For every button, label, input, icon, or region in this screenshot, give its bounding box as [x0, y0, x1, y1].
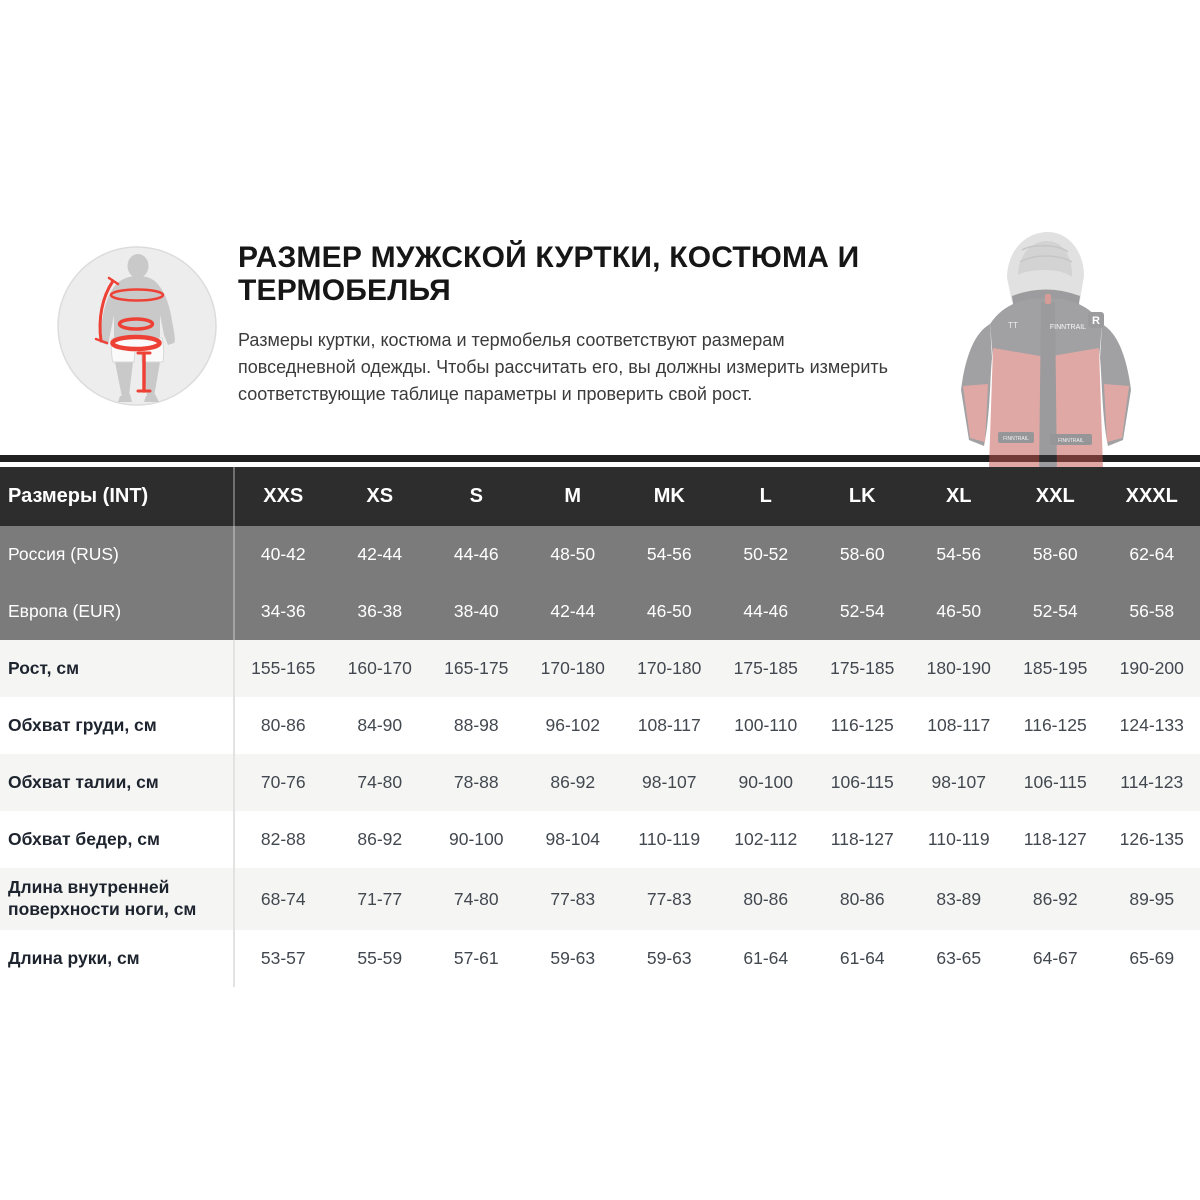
table-cell: 170-180	[540, 658, 605, 678]
table-corner-label: Размеры (INT)	[0, 467, 235, 526]
table-row	[0, 811, 1200, 868]
column-header: M	[564, 485, 582, 507]
row-label: Обхват груди, см	[0, 697, 235, 754]
table-cell: 77-83	[646, 888, 692, 909]
row-label: Россия (RUS)	[0, 526, 235, 583]
table-cell: 86-92	[1032, 888, 1078, 909]
jacket-logo-letter: R	[1092, 315, 1100, 327]
row-label: Европа (EUR)	[0, 583, 235, 640]
measure-rows-group	[0, 640, 1200, 987]
column-header: S	[469, 485, 483, 507]
table-cell: 68-74	[260, 888, 306, 909]
table-cell: 90-100	[738, 772, 793, 792]
table-cell: 124-133	[1119, 715, 1184, 735]
table-cell: 84-90	[357, 715, 403, 735]
table-cell: 165-175	[444, 658, 509, 678]
table-cell: 50-52	[743, 544, 789, 564]
column-header: LK	[848, 485, 876, 507]
jacket-tt-mark: TT	[1008, 321, 1018, 330]
table-cell: 175-185	[830, 658, 895, 678]
column-header: XS	[366, 485, 394, 507]
table-cell: 98-107	[642, 772, 697, 792]
table-cell: 34-36	[260, 601, 306, 621]
table-row	[0, 754, 1200, 811]
table-cell: 106-115	[1023, 772, 1087, 792]
row-label: Длина внутренней поверхности ноги, см	[0, 868, 235, 930]
table-cell: 102-112	[734, 829, 798, 849]
table-cell: 155-165	[251, 658, 316, 678]
table-cell: 80-86	[743, 888, 789, 909]
jacket-photo	[950, 228, 1142, 480]
table-cell: 89-95	[1129, 888, 1175, 909]
jacket-strap-text: FINNTRAIL	[1003, 436, 1029, 442]
table-cell: 40-42	[260, 544, 306, 564]
table-cell: 108-117	[927, 715, 991, 735]
region-rows-group	[0, 526, 1200, 640]
row-label: Рост, см	[0, 640, 235, 697]
table-cell: 48-50	[550, 544, 596, 564]
table-cell: 98-107	[931, 772, 986, 792]
table-cell: 116-125	[1023, 715, 1087, 735]
table-cell: 116-125	[830, 715, 894, 735]
table-row	[0, 930, 1200, 987]
table-cell: 98-104	[545, 829, 600, 849]
table-cell: 80-86	[260, 715, 306, 735]
table-cell: 90-100	[449, 829, 504, 849]
table-cell: 56-58	[1129, 601, 1175, 621]
table-cell: 42-44	[550, 601, 596, 621]
table-cell: 65-69	[1129, 948, 1175, 968]
table-cell: 118-127	[830, 829, 894, 849]
table-cell: 80-86	[839, 888, 885, 909]
table-cell: 44-46	[743, 601, 789, 621]
table-cell: 110-119	[638, 829, 701, 849]
table-cell: 55-59	[357, 948, 403, 968]
column-header: XXXL	[1125, 485, 1178, 507]
table-cell: 58-60	[1032, 544, 1078, 564]
table-cell: 74-80	[453, 888, 499, 909]
table-cell: 54-56	[936, 544, 982, 564]
table-cell: 64-67	[1032, 948, 1078, 968]
row-label: Обхват талии, см	[0, 754, 235, 811]
table-cell: 82-88	[260, 829, 306, 849]
size-table	[0, 467, 1200, 987]
table-cell: 42-44	[357, 544, 403, 564]
table-cell: 36-38	[357, 601, 403, 621]
body-measurement-icon	[56, 245, 218, 407]
table-cell: 57-61	[453, 948, 499, 968]
table-cell: 83-89	[936, 888, 982, 909]
table-cell: 63-65	[936, 948, 982, 968]
table-cell: 114-123	[1120, 772, 1184, 792]
table-cell: 86-92	[357, 829, 403, 849]
table-cell: 180-190	[926, 658, 991, 678]
table-cell: 96-102	[545, 715, 600, 735]
column-header: XXL	[1035, 485, 1075, 507]
table-cell: 160-170	[347, 658, 412, 678]
table-cell: 53-57	[260, 948, 306, 968]
table-cell: 46-50	[646, 601, 692, 621]
intro-description: Размеры куртки, костюма и термобелья соответствуют размерам повседневной одежды. Чтобы рассчитать его, вы должны измерить измерить соответствующие таблице параметры и проверить свой рост.	[238, 330, 888, 404]
jacket-strap-text-2: FINNTRAIL	[1058, 438, 1084, 444]
table-row	[0, 583, 1200, 640]
row-label: Длина руки, см	[0, 930, 235, 987]
table-cell: 46-50	[936, 601, 982, 621]
page-title: РАЗМЕР МУЖСКОЙ КУРТКИ, КОСТЮМА И ТЕРМОБЕЛЬЯ	[238, 241, 860, 307]
table-cell: 44-46	[453, 544, 499, 564]
table-row	[0, 868, 1200, 930]
table-row	[0, 526, 1200, 583]
table-cell: 118-127	[1023, 829, 1087, 849]
table-cell: 175-185	[733, 658, 798, 678]
table-row	[0, 640, 1200, 697]
table-cell: 59-63	[550, 948, 596, 968]
table-cell: 61-64	[839, 948, 885, 968]
table-cell: 54-56	[646, 544, 692, 564]
column-header: XL	[945, 485, 972, 507]
row-label: Обхват бедер, см	[0, 811, 235, 868]
table-cell: 77-83	[550, 888, 596, 909]
column-header: L	[759, 485, 772, 507]
table-cell: 61-64	[743, 948, 789, 968]
table-cell: 38-40	[453, 601, 499, 621]
table-header-row	[0, 467, 1200, 526]
table-cell: 110-119	[927, 829, 990, 849]
table-cell: 106-115	[830, 772, 894, 792]
table-cell: 52-54	[1032, 601, 1078, 621]
table-cell: 78-88	[453, 772, 499, 792]
table-cell: 74-80	[357, 772, 403, 792]
table-cell: 58-60	[839, 544, 885, 564]
table-cell: 100-110	[734, 715, 798, 735]
table-cell: 108-117	[637, 715, 701, 735]
intro-text-block	[238, 241, 938, 408]
table-cell: 62-64	[1129, 544, 1175, 564]
table-cell: 190-200	[1119, 658, 1184, 678]
table-cell: 86-92	[550, 772, 596, 792]
table-cell: 170-180	[637, 658, 702, 678]
table-cell: 70-76	[260, 772, 306, 792]
table-cell: 88-98	[453, 715, 499, 735]
column-header: MK	[653, 485, 685, 507]
column-header: XXS	[263, 485, 304, 507]
table-cell: 59-63	[646, 948, 692, 968]
table-cell: 185-195	[1023, 658, 1088, 678]
table-cell: 126-135	[1119, 829, 1184, 849]
table-row	[0, 697, 1200, 754]
table-cell: 52-54	[839, 601, 885, 621]
jacket-brand-text: FINNTRAIL	[1049, 324, 1087, 331]
table-cell: 71-77	[357, 888, 403, 909]
